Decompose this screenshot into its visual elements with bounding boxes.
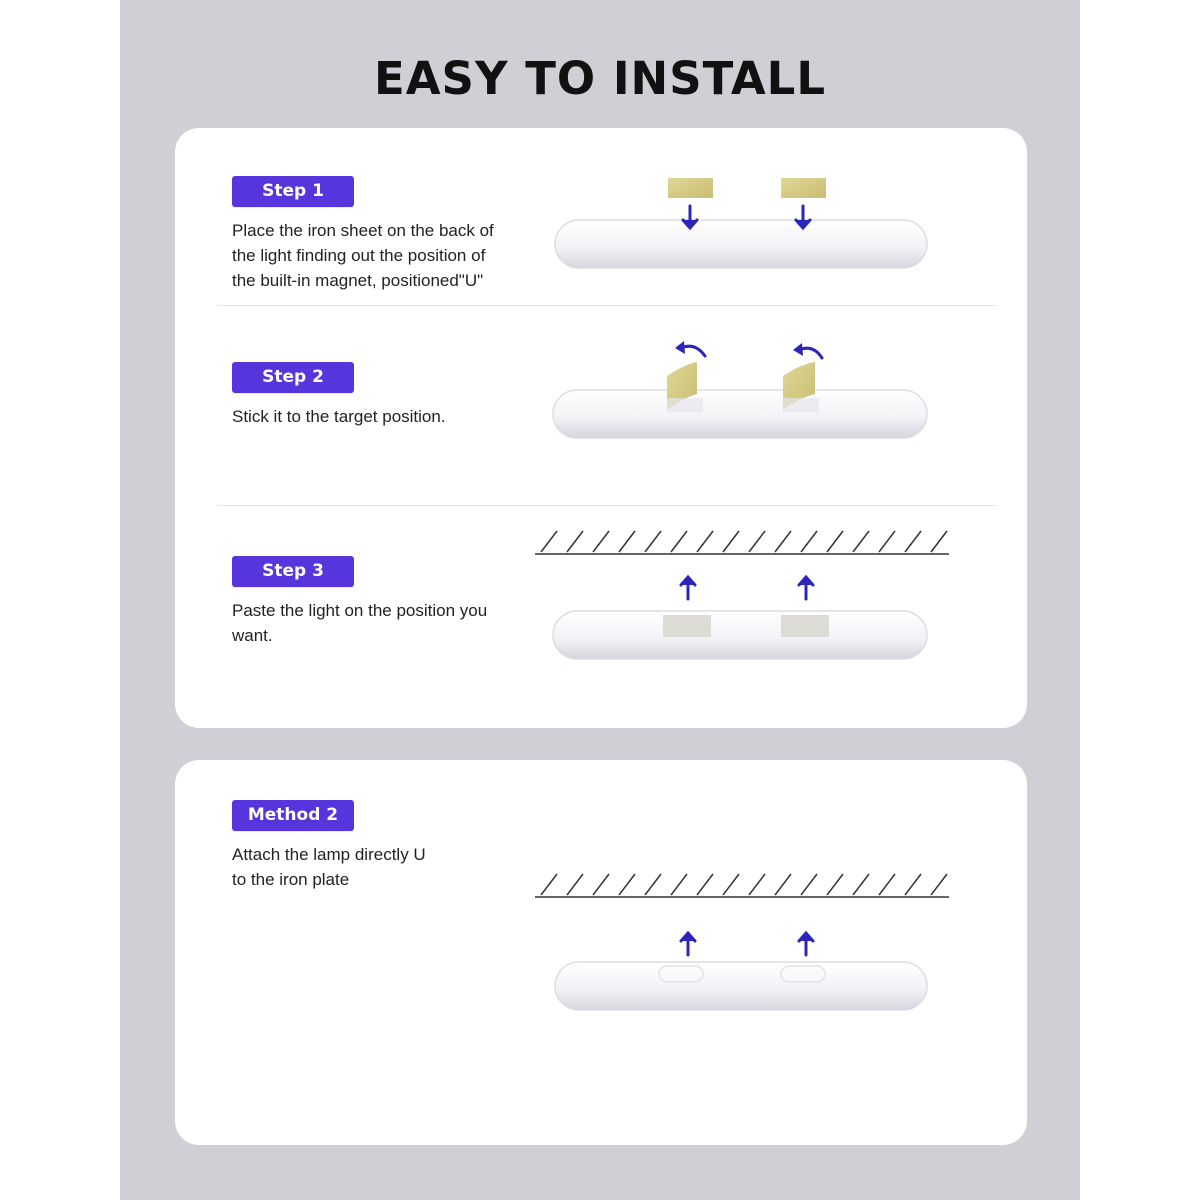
arrow-up-icon: [681, 933, 695, 955]
step-2-badge: Step 2: [232, 362, 354, 393]
curved-arrow-icon: [675, 341, 705, 356]
light-bar: [553, 611, 927, 659]
method-2-illustration: [535, 860, 955, 1020]
step-3-illustration: [535, 523, 955, 683]
arrow-up-icon: [799, 577, 813, 599]
method-2-card: [175, 760, 1027, 1145]
light-bar: [555, 962, 927, 1010]
step-1-badge: Step 1: [232, 176, 354, 207]
adhesive-pad-right: [781, 615, 829, 637]
arrow-up-icon: [799, 933, 813, 955]
arrow-up-icon: [681, 577, 695, 599]
steps-card: [175, 128, 1027, 728]
page-background: [120, 0, 1080, 1200]
divider: [217, 505, 997, 506]
divider: [217, 305, 997, 306]
method-2-description: Attach the lamp directly U to the iron plate: [232, 845, 426, 889]
step-3-description: Paste the light on the position you want.: [232, 601, 488, 645]
iron-sheet-left: [668, 178, 713, 198]
step-2-illustration: [535, 336, 955, 496]
page-title: EASY TO INSTALL: [373, 52, 827, 105]
iron-sheet-right: [781, 178, 826, 198]
method-2-badge: Method 2: [232, 800, 354, 831]
curved-arrow-icon: [793, 343, 822, 358]
step-2-description: Stick it to the target position.: [232, 407, 446, 426]
light-bar: [553, 390, 927, 438]
step-1-description: Place the iron sheet on the back of the light finding out the position of the built-in magnet, positioned"U": [232, 221, 494, 290]
adhesive-pad-left: [663, 615, 711, 637]
light-bar: [555, 220, 927, 268]
wall-surface: [535, 874, 949, 897]
step-3-badge: Step 3: [232, 556, 354, 587]
wall-surface: [535, 531, 949, 554]
step-1-illustration: [535, 168, 955, 328]
